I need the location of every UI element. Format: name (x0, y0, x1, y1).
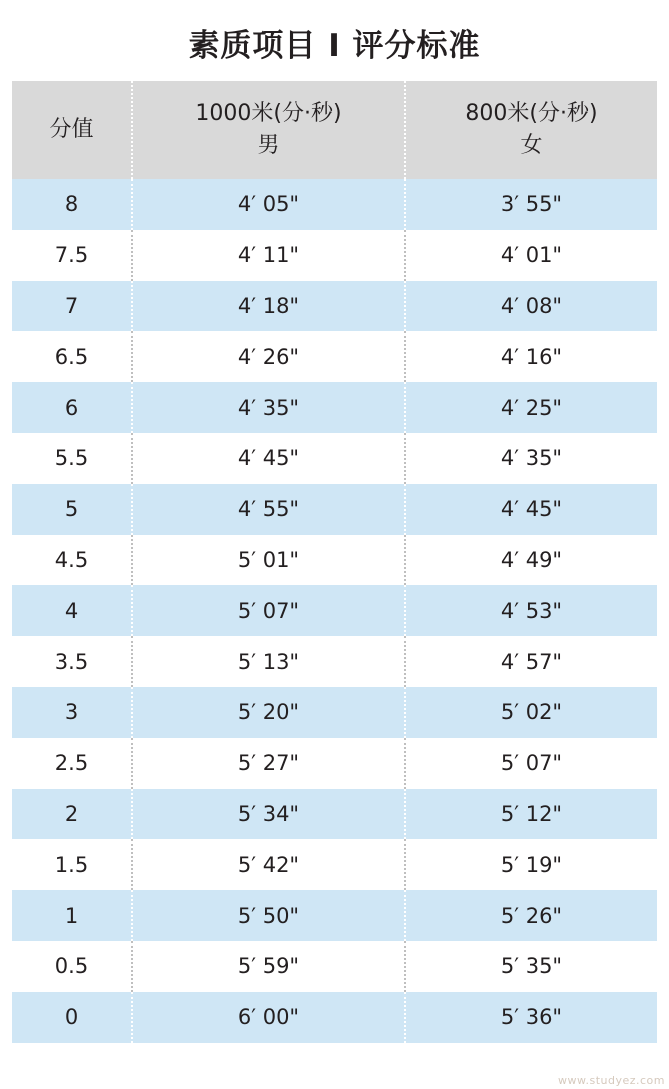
table-row (12, 179, 657, 230)
cell-men-time (132, 484, 405, 535)
table-row (12, 585, 657, 636)
cell-men-time (132, 331, 405, 382)
cell-score: 4.5 (12, 535, 132, 586)
cell-women-time (405, 585, 657, 636)
cell-women-time (405, 687, 657, 738)
cell-men-time (132, 585, 405, 636)
cell-men-time (132, 992, 405, 1043)
header-men-gender: 男 (257, 133, 280, 158)
cell-women-time (405, 839, 657, 890)
table-row (12, 230, 657, 281)
score-standard-table (12, 81, 657, 1043)
men-time-value: 5′ 27" (237, 751, 300, 776)
cell-men-time (132, 535, 405, 586)
cell-women-time (405, 890, 657, 941)
women-time-value: 4′ 35" (500, 446, 563, 471)
cell-women-time (405, 941, 657, 992)
women-time-value: 4′ 25" (500, 395, 563, 420)
women-time-value: 4′ 53" (500, 598, 563, 623)
women-time-value: 5′ 36" (500, 1005, 563, 1030)
cell-women-time (405, 484, 657, 535)
women-time-value: 5′ 26" (500, 903, 563, 928)
women-time-value: 5′ 07" (500, 751, 563, 776)
cell-score: 3 (12, 687, 132, 738)
header-men-event: 1000米(分·秒) (195, 101, 342, 127)
cell-score: 1.5 (12, 839, 132, 890)
women-time-value: 4′ 16" (500, 344, 563, 369)
cell-score: 5.5 (12, 433, 132, 484)
table-row (12, 839, 657, 890)
men-time-value: 4′ 35" (237, 395, 300, 420)
table-body (12, 179, 657, 1043)
cell-men-time (132, 789, 405, 840)
table-row (12, 687, 657, 738)
table-row (12, 331, 657, 382)
cell-women-time (405, 179, 657, 230)
header-score (12, 81, 132, 179)
men-time-value: 4′ 05" (237, 192, 300, 217)
table-row (12, 992, 657, 1043)
cell-men-time (132, 636, 405, 687)
cell-men-time (132, 230, 405, 281)
cell-women-time (405, 636, 657, 687)
cell-women-time (405, 281, 657, 332)
table-header-row (12, 81, 657, 179)
men-time-value: 5′ 42" (237, 852, 300, 877)
women-time-value: 4′ 01" (500, 243, 563, 268)
cell-women-time (405, 789, 657, 840)
table-row (12, 433, 657, 484)
table-row (12, 941, 657, 992)
cell-men-time (132, 890, 405, 941)
cell-score: 6.5 (12, 331, 132, 382)
cell-score: 4 (12, 585, 132, 636)
cell-score: 5 (12, 484, 132, 535)
cell-men-time (132, 433, 405, 484)
cell-women-time (405, 331, 657, 382)
cell-women-time (405, 992, 657, 1043)
table-row (12, 789, 657, 840)
men-time-value: 5′ 01" (237, 547, 300, 572)
men-time-value: 5′ 07" (237, 598, 300, 623)
women-time-value: 3′ 55" (500, 192, 563, 217)
cell-men-time (132, 281, 405, 332)
cell-men-time (132, 687, 405, 738)
page-title: 素质项目 I 评分标准 (188, 28, 481, 64)
men-time-value: 5′ 34" (237, 801, 300, 826)
men-time-value: 5′ 20" (237, 700, 300, 725)
cell-score: 0 (12, 992, 132, 1043)
cell-men-time (132, 179, 405, 230)
men-time-value: 5′ 50" (237, 903, 300, 928)
women-time-value: 5′ 02" (500, 700, 563, 725)
cell-score: 2.5 (12, 738, 132, 789)
men-time-value: 4′ 11" (237, 243, 300, 268)
men-time-value: 5′ 59" (237, 954, 300, 979)
men-time-value: 4′ 18" (237, 293, 300, 318)
cell-score: 1 (12, 890, 132, 941)
header-women-gender: 女 (520, 133, 543, 158)
cell-women-time (405, 738, 657, 789)
men-time-value: 6′ 00" (237, 1005, 300, 1030)
cell-men-time (132, 382, 405, 433)
cell-women-time (405, 433, 657, 484)
women-time-value: 4′ 57" (500, 649, 563, 674)
cell-score: 2 (12, 789, 132, 840)
men-time-value: 4′ 45" (237, 446, 300, 471)
table-row (12, 281, 657, 332)
men-time-value: 4′ 55" (237, 497, 300, 522)
women-time-value: 5′ 12" (500, 801, 563, 826)
women-time-value: 4′ 08" (500, 293, 563, 318)
watermark: www.studyez.com (557, 1074, 665, 1087)
cell-score: 8 (12, 179, 132, 230)
women-time-value: 4′ 49" (500, 547, 563, 572)
table-header (12, 81, 657, 179)
cell-men-time (132, 941, 405, 992)
header-men (132, 81, 405, 179)
cell-women-time (405, 230, 657, 281)
cell-score: 3.5 (12, 636, 132, 687)
cell-women-time (405, 535, 657, 586)
table-row (12, 738, 657, 789)
cell-women-time (405, 382, 657, 433)
cell-score: 0.5 (12, 941, 132, 992)
cell-score: 7.5 (12, 230, 132, 281)
men-time-value: 5′ 13" (237, 649, 300, 674)
table-row (12, 636, 657, 687)
table-row (12, 382, 657, 433)
cell-men-time (132, 839, 405, 890)
men-time-value: 4′ 26" (237, 344, 300, 369)
header-women (405, 81, 657, 179)
header-women-event: 800米(分·秒) (465, 101, 598, 127)
cell-score: 6 (12, 382, 132, 433)
table-row (12, 535, 657, 586)
women-time-value: 5′ 19" (500, 852, 563, 877)
header-score-label: 分值 (49, 117, 94, 143)
women-time-value: 4′ 45" (500, 497, 563, 522)
cell-score: 7 (12, 281, 132, 332)
table-row (12, 890, 657, 941)
table-row (12, 484, 657, 535)
women-time-value: 5′ 35" (500, 954, 563, 979)
cell-men-time (132, 738, 405, 789)
